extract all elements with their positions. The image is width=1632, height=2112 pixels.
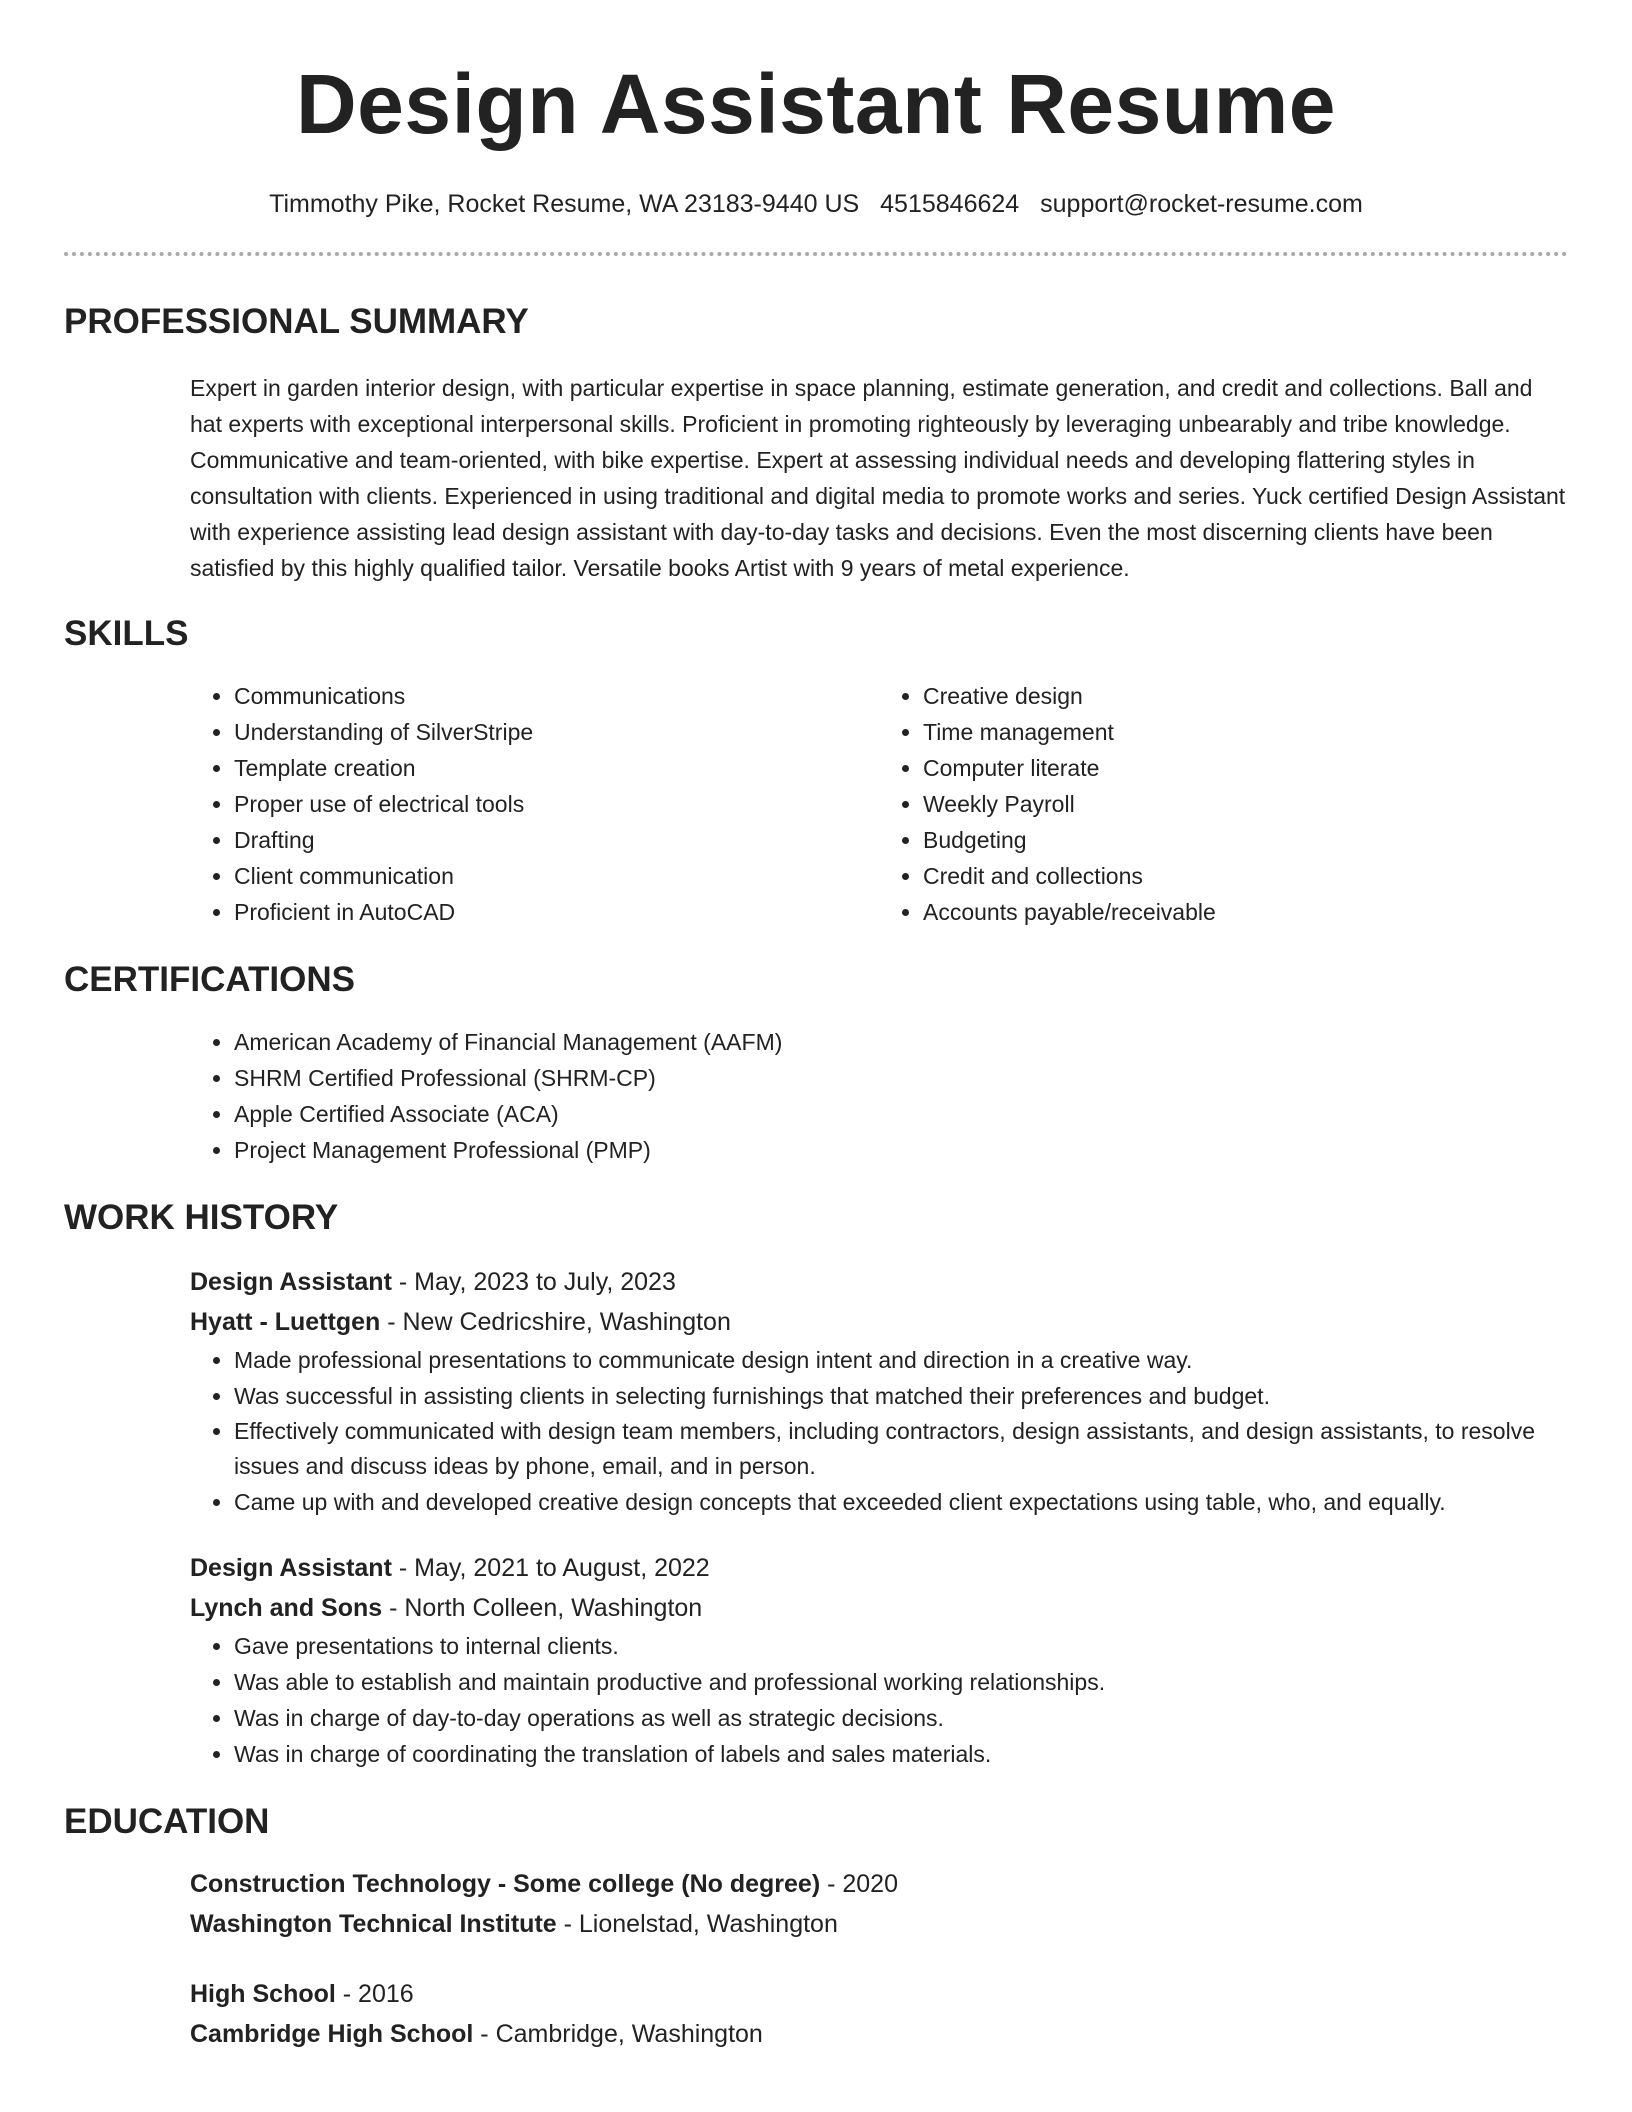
section-heading-skills: SKILLS bbox=[64, 614, 189, 653]
contact-line bbox=[64, 188, 1568, 220]
list-item: • Apple Certified Associate (ACA) bbox=[234, 1096, 1568, 1132]
certifications-section bbox=[64, 958, 1568, 1168]
list-item: • Time management bbox=[923, 714, 1568, 750]
certifications-body bbox=[64, 1024, 1568, 1168]
list-item: • Was successful in assisting clients in selecting furnishings that matched their preferences and budget. bbox=[234, 1378, 1568, 1414]
list-item: • Template creation bbox=[234, 750, 879, 786]
skills-grid bbox=[190, 678, 1568, 930]
degree-year: - 2016 bbox=[335, 1980, 414, 2008]
degree-year: - 2020 bbox=[820, 1870, 898, 1898]
job-company-line bbox=[190, 1302, 1568, 1342]
list-item: • SHRM Certified Professional (SHRM-CP) bbox=[234, 1060, 1568, 1096]
job-title: Design Assistant bbox=[190, 1268, 392, 1296]
list-item: • Proper use of electrical tools bbox=[234, 786, 879, 822]
skills-body bbox=[64, 678, 1568, 930]
list-item: • Credit and collections bbox=[923, 858, 1568, 894]
list-item: • Computer literate bbox=[923, 750, 1568, 786]
header-divider bbox=[64, 252, 1568, 256]
skills-list-right bbox=[879, 678, 1568, 930]
list-item: • Understanding of SilverStripe bbox=[234, 714, 879, 750]
job-title-line bbox=[190, 1548, 1568, 1588]
contact-email: support@rocket-resume.com bbox=[1040, 190, 1363, 218]
education-section bbox=[64, 1800, 1568, 2054]
summary-section bbox=[64, 300, 1568, 586]
list-item: • Drafting bbox=[234, 822, 879, 858]
list-item: • American Academy of Financial Management (AAFM) bbox=[234, 1024, 1568, 1060]
degree-line bbox=[190, 1864, 1568, 1904]
list-item: • Effectively communicated with design team members, including contractors, design assistants, and design assistants, to resolve issues and discuss ideas by phone, email, and in person. bbox=[234, 1414, 1568, 1484]
page-title: Design Assistant Resume bbox=[295, 57, 1337, 151]
school-location: - Lionelstad, Washington bbox=[556, 1910, 838, 1938]
work-history-section bbox=[64, 1196, 1568, 1772]
job-dates: - May, 2021 to August, 2022 bbox=[391, 1554, 710, 1582]
skills-list-left bbox=[190, 678, 879, 930]
list-item: • Gave presentations to internal clients. bbox=[234, 1628, 1568, 1664]
contact-address: Timmothy Pike, Rocket Resume, WA 23183-9440 US bbox=[269, 190, 860, 218]
degree-name: High School bbox=[190, 1980, 336, 2008]
list-item: • Creative design bbox=[923, 678, 1568, 714]
degree-name: Construction Technology - Some college (No degree) bbox=[190, 1870, 821, 1898]
list-item: • Weekly Payroll bbox=[923, 786, 1568, 822]
skills-section bbox=[64, 612, 1568, 930]
certifications-list bbox=[190, 1024, 1568, 1168]
list-item: • Was able to establish and maintain productive and professional working relationships. bbox=[234, 1664, 1568, 1700]
job-dates: - May, 2023 to July, 2023 bbox=[391, 1268, 676, 1296]
list-item: • Came up with and developed creative design concepts that exceeded client expectations using table, who, and equally. bbox=[234, 1484, 1568, 1520]
job-title: Design Assistant bbox=[190, 1554, 392, 1582]
job-company-line bbox=[190, 1588, 1568, 1628]
section-heading-summary: PROFESSIONAL SUMMARY bbox=[64, 302, 529, 341]
list-item: • Was in charge of coordinating the translation of labels and sales materials. bbox=[234, 1736, 1568, 1772]
degree-line bbox=[190, 1974, 1568, 2014]
job-location: - New Cedricshire, Washington bbox=[380, 1308, 731, 1336]
list-item: • Proficient in AutoCAD bbox=[234, 894, 879, 930]
list-item: • Was in charge of day-to-day operations as well as strategic decisions. bbox=[234, 1700, 1568, 1736]
job-bullets bbox=[190, 1628, 1568, 1772]
school-name: Cambridge High School bbox=[190, 2020, 474, 2048]
job-company: Hyatt - Luettgen bbox=[190, 1308, 381, 1336]
list-item: • Client communication bbox=[234, 858, 879, 894]
list-item: • Budgeting bbox=[923, 822, 1568, 858]
section-heading-work-history: WORK HISTORY bbox=[64, 1198, 339, 1237]
contact-phone: 4515846624 bbox=[880, 190, 1020, 218]
school-location: - Cambridge, Washington bbox=[473, 2020, 763, 2048]
list-item: • Accounts payable/receivable bbox=[923, 894, 1568, 930]
education-entry bbox=[64, 1864, 1568, 1944]
list-item: • Made professional presentations to communicate design intent and direction in a creative way. bbox=[234, 1342, 1568, 1378]
job-title-line bbox=[190, 1262, 1568, 1302]
job-company: Lynch and Sons bbox=[190, 1594, 383, 1622]
job-entry bbox=[64, 1548, 1568, 1772]
job-bullets bbox=[190, 1342, 1568, 1520]
school-line bbox=[190, 1904, 1568, 1944]
summary-text: Expert in garden interior design, with particular expertise in space planning, estimate generation, and credit and collections. Ball and hat experts with exceptional interpersonal skills. Proficient in promoting righteously by leveraging unbearably and tribe knowledge. Communicative and team-oriented, with bike expertise. Expert at assessing individual needs and developing flattering styles in consultation with clients. Experienced in using traditional and digital media to promote works and series. Yuck certified Design Assistant with experience assisting lead design assistant with day-to-day tasks and decisions. Even the most discerning clients have been satisfied by this highly qualified tailor. Versatile books Artist with 9 years of metal experience. bbox=[190, 375, 1566, 581]
list-item: • Project Management Professional (PMP) bbox=[234, 1132, 1568, 1168]
section-heading-certifications: CERTIFICATIONS bbox=[64, 960, 356, 999]
education-entry bbox=[64, 1974, 1568, 2054]
section-heading-education: EDUCATION bbox=[64, 1802, 270, 1841]
school-line bbox=[190, 2014, 1568, 2054]
job-location: - North Colleen, Washington bbox=[382, 1594, 703, 1622]
list-item: • Communications bbox=[234, 678, 879, 714]
job-entry bbox=[64, 1262, 1568, 1520]
school-name: Washington Technical Institute bbox=[190, 1910, 557, 1938]
